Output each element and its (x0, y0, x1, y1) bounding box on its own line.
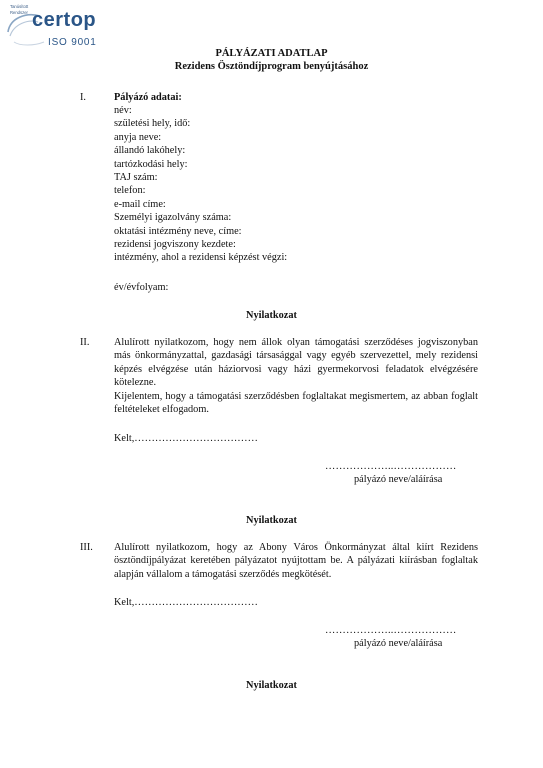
kelt-line-3: Kelt,……………………………… (114, 597, 258, 608)
declaration-title-2: Nyilatkozat (246, 310, 297, 321)
field-training-institution: intézmény, ahol a rezidensi képzést végzi: (114, 252, 288, 264)
logo-caption-line-1: Tanúsított (10, 4, 29, 9)
field-phone: telefon: (114, 185, 146, 197)
field-mother-name: anyja neve: (114, 131, 162, 143)
field-residence-address: tartózkodási hely: (114, 158, 188, 170)
document-subtitle: Rezidens Ösztöndíjprogram benyújtásához (174, 61, 369, 72)
declaration-2-paragraph-2: Kijelentem, hogy a támogatási szerződésben foglaltakat megismertem, az abban foglalt feltételeket elfogadom. (114, 391, 478, 416)
field-year: év/évfolyam: (114, 282, 169, 293)
applicant-field-list (114, 104, 287, 265)
field-birth-place-date: születési hely, idő: (114, 118, 191, 130)
declaration-3-paragraph-1: Alulírott nyilatkozom, hogy az Abony Város Önkormányzat által kiírt Rezidens ösztöndíjpályázat keretében pályázatot nyújtottam be. A pályázati kiírásban foglaltak alapján vállalom a támogatási szerződés megkötését. (114, 542, 478, 580)
document-title: PÁLYÁZATI ADATLAP (215, 48, 328, 59)
logo-caption-line-2: Rendszer (10, 10, 28, 15)
signature-label-2: pályázó neve/aláírása (354, 474, 443, 485)
signature-line-3: ………………..……………… (325, 625, 457, 636)
certop-iso-logo (4, 2, 100, 52)
field-institution: oktatási intézmény neve, címe: (114, 225, 242, 237)
declaration-2-paragraph-1: Alulírott nyilatkozom, hogy nem állok olyan támogatási szerződéses jogviszonyban más önkormányzattal, gazdasági társasággal vagy egyéb szervezettel, mely rezidensi képzés elvégzése után háziorvosi vagy házi gyermekorvosi feladatok elvégzésére kötelezne. (114, 337, 478, 389)
field-email: e-mail címe: (114, 198, 166, 210)
field-id-card-number: Személyi igazolvány száma: (114, 212, 232, 224)
section-2-numeral: II. (80, 337, 90, 348)
section-1-heading: Pályázó adatai: (114, 92, 182, 103)
logo-iso-label: ISO 9001 (48, 37, 97, 48)
kelt-line-2: Kelt,……………………………… (114, 433, 258, 444)
section-3-numeral: III. (80, 542, 93, 553)
declaration-title-4: Nyilatkozat (246, 680, 297, 691)
section-1-numeral: I. (80, 92, 87, 103)
signature-line-2: ………………..……………… (325, 461, 457, 472)
field-residency-start: rezidensi jogviszony kezdete: (114, 238, 236, 250)
declaration-title-3: Nyilatkozat (246, 515, 297, 526)
signature-label-3: pályázó neve/aláírása (354, 638, 443, 649)
field-permanent-address: állandó lakóhely: (114, 145, 186, 157)
logo-wordmark: certop (32, 9, 97, 31)
field-taj-number: TAJ szám: (114, 171, 158, 183)
field-name: név: (114, 105, 132, 116)
